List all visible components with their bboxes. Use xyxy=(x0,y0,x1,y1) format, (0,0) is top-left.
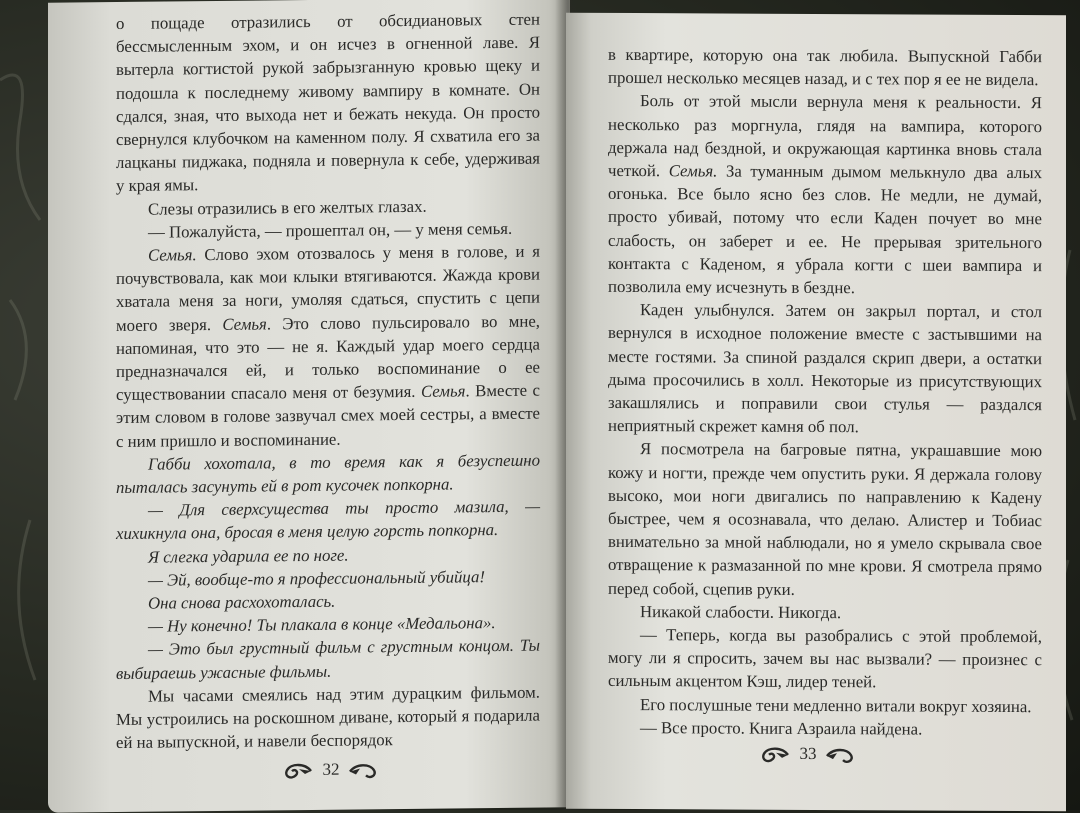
paragraph: — Эй, вообще-то я профессиональный убийца! xyxy=(148,567,485,590)
paragraph: Мы часами смеялись над этим дурацким фильмом. Мы устроились на роскошном диване, который я подарила ей на выпускной, и навели беспорядок xyxy=(116,682,540,753)
text-run: Слово эхом отозвалось у меня в голове, и я почувствовала, как мои клыки втягиваются. Жажда крови хватала меня за ноги, умоляя сдаться, спустить с цепи моего зверя. xyxy=(116,241,540,335)
paragraph: — Это был грустный фильм с грустным концом. Ты выбираешь ужасные фильмы. xyxy=(116,636,540,683)
paragraph: Каден улыбнулся. Затем он закрыл портал, и стол вернулся в исходное положение вместе с застывшими на месте гостями. За спиной раздался скрип двери, а остатки дыма просочились в холл. Некоторые из присутствующих закашлялись и поправили свои стулья — раздался неприятный скрежет камня об пол. xyxy=(608,300,1042,437)
paragraph xyxy=(116,240,540,453)
text-run: . Это слово пульсировало во мне, напоминая, что это — не я. Каждый удар моего сердца предназначался ей, и только воспоминание о ее существовании спасало меня от безумия. xyxy=(116,311,540,405)
paragraph: — Пожалуйста, — прошептал он, — у меня семья. xyxy=(148,218,513,242)
emphasis: Семья. xyxy=(668,161,718,181)
text-run: . Вместе с этим словом в голове зазвучал смех моей сестры, а вместе с ним пришло и воспоминание. xyxy=(116,380,540,451)
paragraph: — Для сверхсущества ты просто мазила, — хихикнула она, бросая в меня целую горсть попкорна. xyxy=(116,496,540,544)
page-number-text: 32 xyxy=(322,759,340,779)
left-page xyxy=(48,0,570,813)
page-number-right xyxy=(546,741,1066,768)
paragraph: в квартире, которую она так любила. Выпускной Габби прошел несколько месяцев назад, и с тех пор я ее не видела. xyxy=(608,44,1042,90)
emphasis: Семья. xyxy=(148,245,197,265)
paragraph: Габби хохотала, в то время как я безуспешно пыталась засунуть ей в рот кусочек попкорна. xyxy=(116,450,540,498)
ornament-left-icon xyxy=(277,760,317,782)
paragraph: Я посмотрела на багровые пятна, украшавшие мою кожу и ногти, прежде чем опустить руки. Я держала голову высоко, мои ноги двигались по направлению к Кадену быстрее, чем я осознавала, что делаю. Алистер и Тобиас внимательно за мной наблюдали, но я умело скрывала свое отвращение к размазанной по мне крови. Я смотрела прямо перед собой, сцепив руки. xyxy=(608,439,1042,599)
paragraph: Слезы отразились в его желтых глазах. xyxy=(148,196,427,219)
page-number-left xyxy=(88,755,570,784)
text-run: За туманным дымом мелькнуло два алых огонька. Все было ясно без слов. Не медли, не думай, просто убивай, потому что если Каден почует во мне слабость, он заберет и ее. Не прерывая зрительного контакта с Каденом, я убрала когти с шеи вампира и позволила ему исчезнуть в бездне. xyxy=(608,161,1042,298)
text-run: Боль от этой мысли вернула меня к реальности. Я несколько раз моргнула, глядя на вампира, которого держала над бездной, и окружающая картинка вновь стала четкой. xyxy=(608,91,1042,181)
paragraph: — Теперь, когда вы разобрались с этой проблемой, могу ли я спросить, зачем вы нас вызвали? — произнес с сильным акцентом Кэш, лидер теней. xyxy=(608,625,1042,692)
ornament-right-icon xyxy=(346,759,382,781)
page-number-text: 33 xyxy=(799,743,817,764)
paragraph: о пощаде отразились от обсидиановых стен бессмысленным эхом, и он исчез в огненной лаве. Я вытерла когтистой рукой забрызганную кровью щеку и подошла к последнему живому вампиру в комнате. Он сдался, зная, что выхода нет и бежать некуда. Он просто свернулся клубочком на каменном полу. Я схватила его за лацканы пиджака, подняла и повернула к себе, удерживая у края ямы. xyxy=(116,9,540,196)
paragraph: — Все просто. Книга Азраила найдена. xyxy=(640,717,923,739)
paragraph: Его послушные тени медленно витали вокруг хозяина. xyxy=(640,694,1032,716)
paragraph: Она снова расхохоталась. xyxy=(148,591,336,613)
paragraph xyxy=(608,89,1042,300)
emphasis: Семья xyxy=(420,381,466,402)
paragraph: Я слегка ударила ее по ноге. xyxy=(148,545,349,567)
emphasis: Семья xyxy=(222,314,267,334)
ornament-left-icon xyxy=(754,744,794,766)
ornament-right-icon xyxy=(823,744,859,766)
right-page xyxy=(566,13,1066,812)
paragraph: Никакой слабости. Никогда. xyxy=(640,601,842,623)
paragraph: — Ну конечно! Ты плакала в конце «Медальона». xyxy=(148,613,496,636)
